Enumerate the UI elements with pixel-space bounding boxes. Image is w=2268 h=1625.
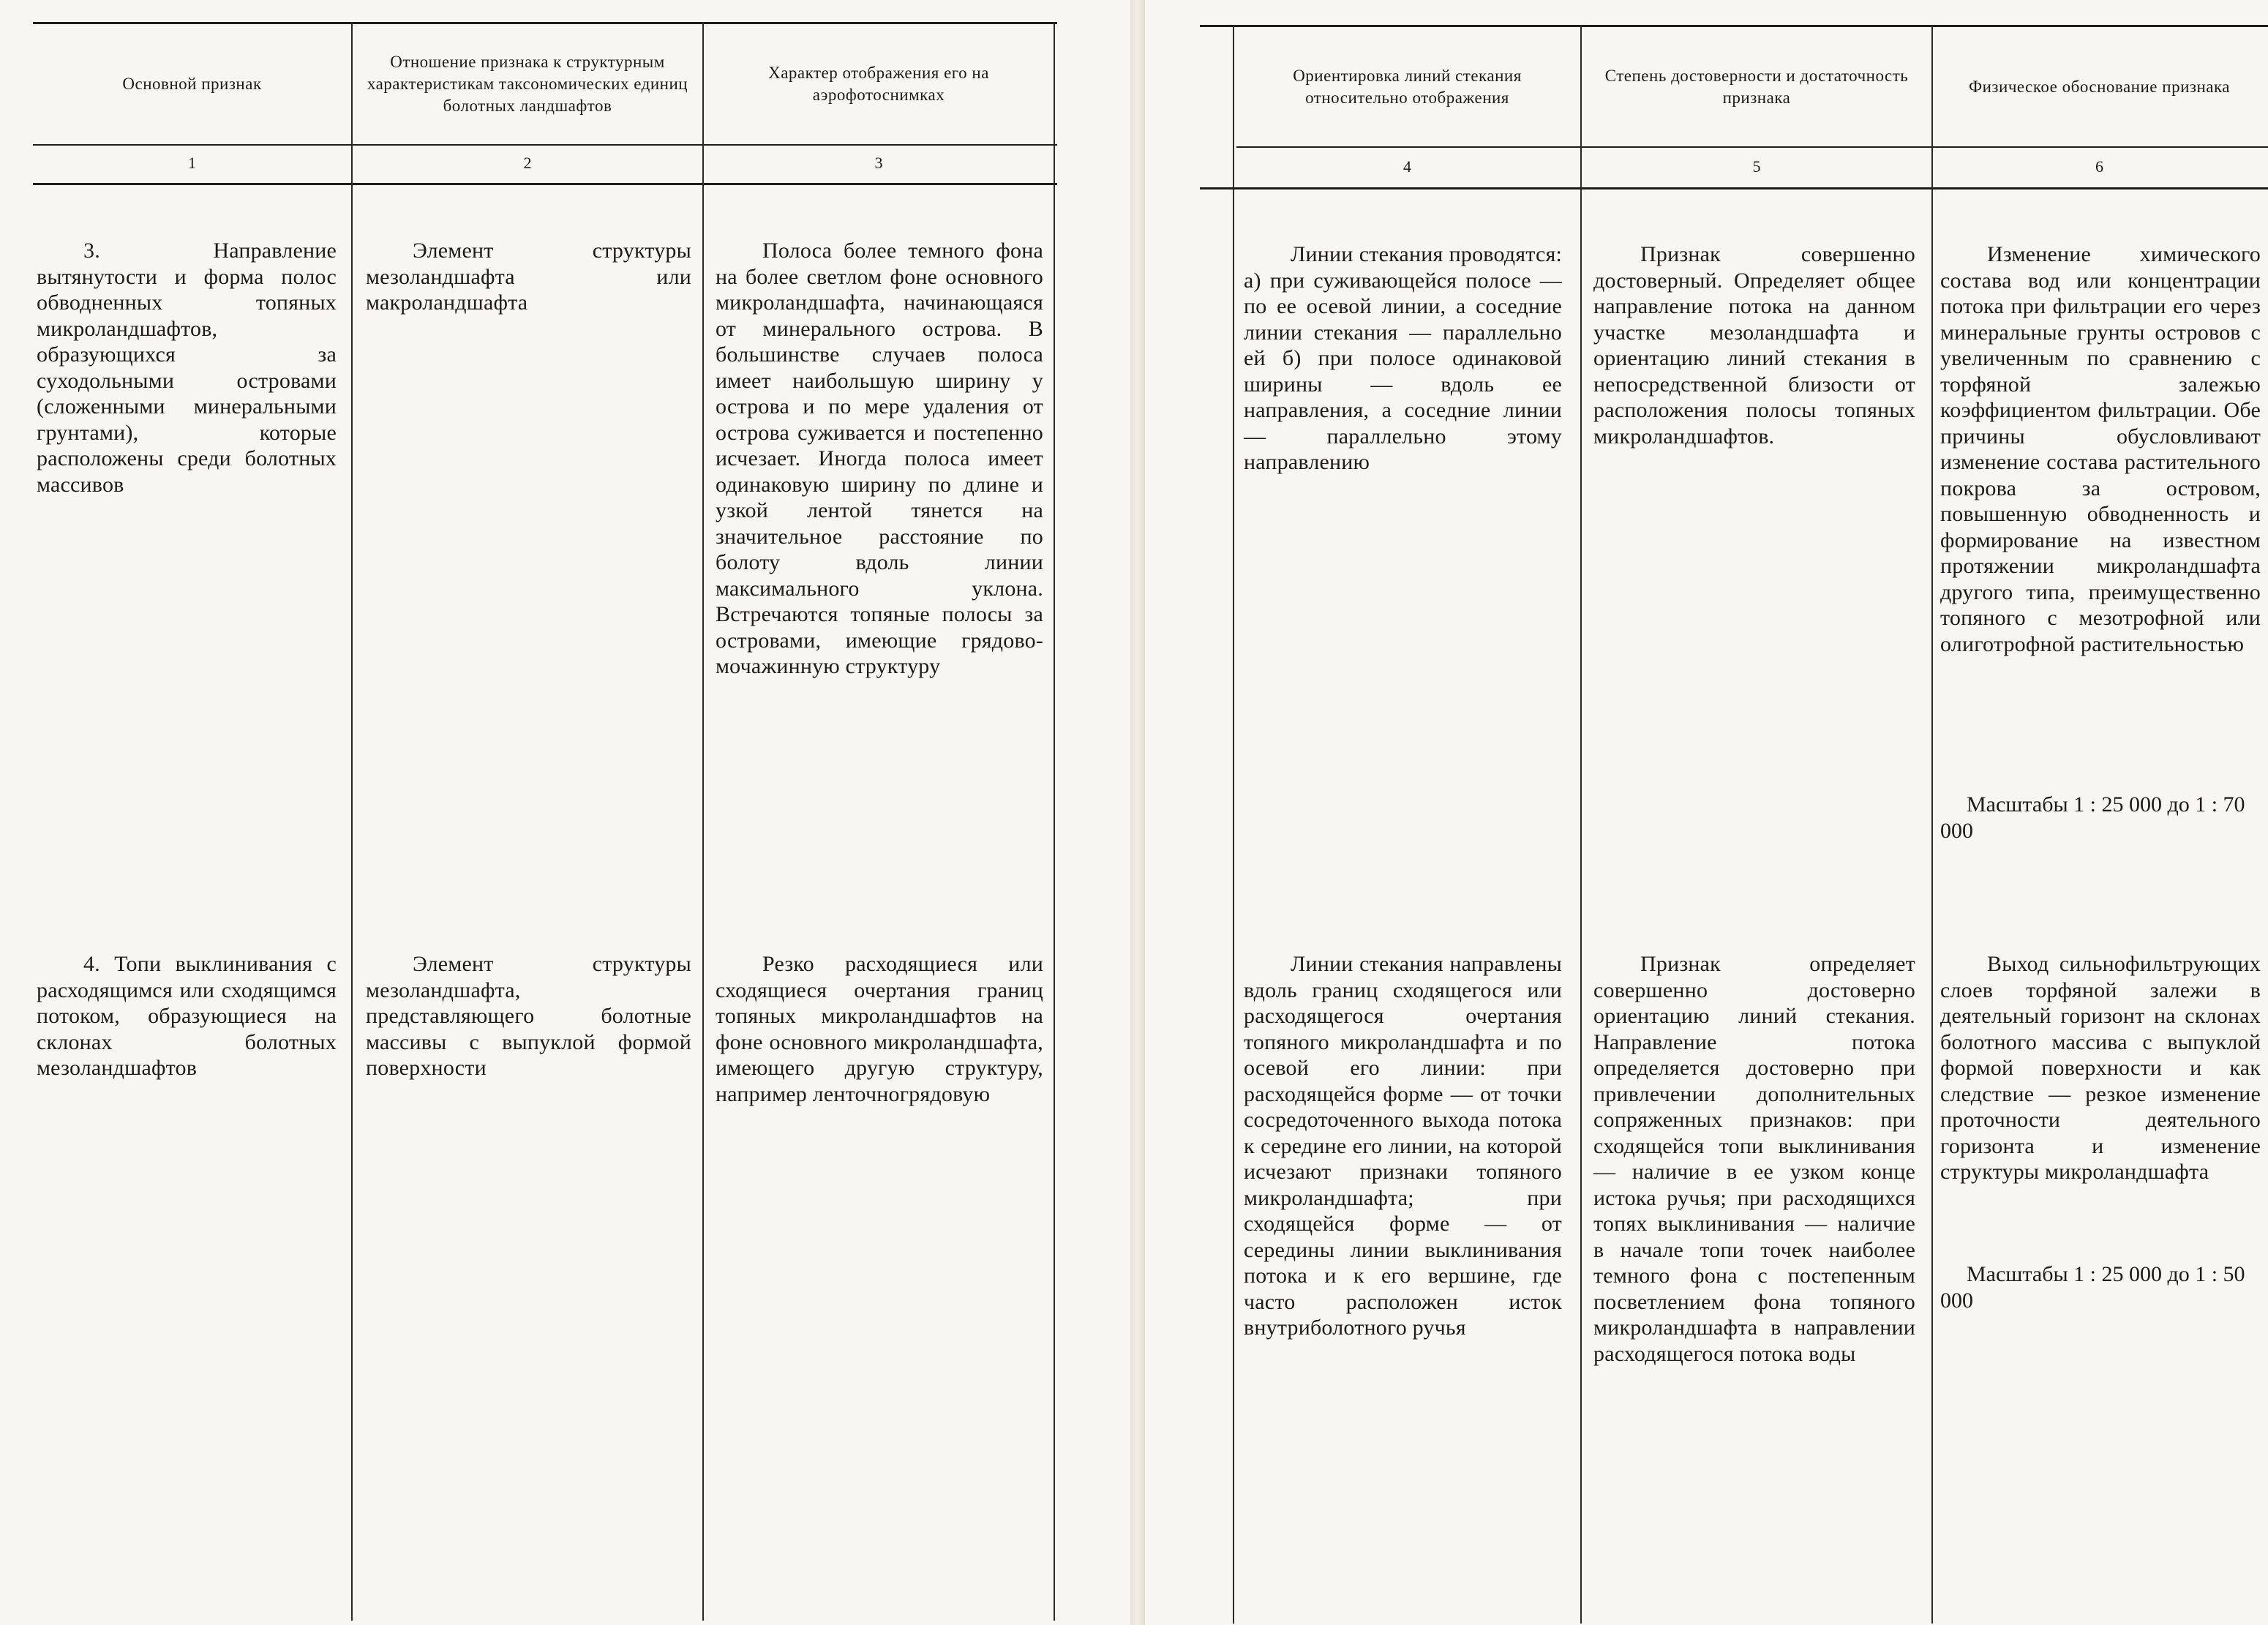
right-divider-2 xyxy=(1580,25,1582,1624)
header-num-5: 5 xyxy=(1752,157,1761,176)
row4-col3-text: Резко расходящиеся или сходящиеся очертания границ топяных микроландшафтов на фоне основного микроландшафта, имеющего другую структуру, например ленточногрядовую xyxy=(716,952,1043,1106)
right-divider-3 xyxy=(1931,25,1933,1624)
left-number-rule xyxy=(33,183,1057,185)
row3-col6-text: Изменение химического состава вод или концентрации потока при фильтрации его через минеральные грунты островов с увеличенным по сравнению с торфяной залежью коэффициентом фильтрации. Обе причины обусловливают изменение состава растительного покрова за островом, повышенную обводненность и формирование на известном протяжении микроландшафта другого типа, преимущественно топяного с мезотрофной или олиготрофной растительностью xyxy=(1940,242,2261,656)
book-gutter xyxy=(1130,0,1145,1625)
left-divider-2 xyxy=(702,22,704,1621)
row3-col4-text: Линии стекания проводятся: а) при суживающейся полосе — по ее осевой линии, а соседние линии стекания — параллельно ей б) при полосе одинаковой ширины — вдоль ее направления, а соседние линии — параллельно этому направлению xyxy=(1244,242,1562,474)
right-divider-1 xyxy=(1233,25,1234,1624)
row3-scale-text: Масштабы 1 : 25 000 до 1 : 70 000 xyxy=(1940,792,2245,843)
header-col-1: Основной признак xyxy=(122,75,262,93)
row4-col2-text: Элемент структуры мезоландшафта, представляющего болотные массивы с выпуклой формой поверхности xyxy=(366,952,691,1080)
header-num-4: 4 xyxy=(1403,157,1411,176)
header-col-6: Физическое обоснование признака xyxy=(1968,78,2231,96)
row3-col1-text: 3. Направление вытянутости и форма полос обводненных топяных микроландшафтов, образующихся за суходольными островами (сложенными минеральными грунтами), которые расположены среди болотных массивов xyxy=(37,239,337,497)
row4-col5-text: Признак определяет совершенно достоверно ориентацию линий стекания. Направление потока определяется достоверно при привлечении дополнительных сопряженных признаков: при сходящейся топи выклинивания — наличие в ее узком конце истока ручья; при расходящихся топях выклинивания — наличие в начале топи точек наиболее темного фона с постепенным посветлением фона топяного микроландшафта в направлении расходящегося потока воды xyxy=(1593,952,1915,1366)
left-header-rule xyxy=(33,144,1057,146)
left-divider-1 xyxy=(351,22,353,1621)
right-number-rule xyxy=(1200,187,2268,189)
header-num-6: 6 xyxy=(2095,157,2103,176)
row4-scale-text: Масштабы 1 : 25 000 до 1 : 50 000 xyxy=(1940,1262,2245,1313)
right-header-rule xyxy=(1236,146,2268,148)
header-num-1: 1 xyxy=(188,154,196,172)
row4-col6-text: Выход сильнофильтрующих слоев торфяной залежи в деятельный горизонт на склонах болотного массива с выпуклой формой поверхности и как следствие — резкое изменение проточности деятельного горизонта и изменение структуры микроландшафта xyxy=(1940,952,2261,1184)
header-col-2: Отношение признака к структурным характеристикам таксономических единиц болотных ландшафтов xyxy=(367,53,688,115)
row3-col2-text: Элемент структуры мезоландшафта или макроландшафта xyxy=(366,239,691,315)
row3-col5-text: Признак совершенно достоверный. Определяет общее направление потока на данном участке мезоландшафта и ориентацию линий стекания в непосредственной близости от расположения полосы топяных микроландшафтов. xyxy=(1593,242,1915,449)
header-num-2: 2 xyxy=(523,154,532,172)
row4-col1-text: 4. Топи выклинивания с расходящимся или сходящимся потоком, образующиеся на склонах болотных мезоландшафтов xyxy=(37,952,337,1080)
header-col-3: Характер отображения его на аэрофотоснимках xyxy=(768,64,989,104)
header-col-4: Ориентировка линий стекания относительно отображения xyxy=(1293,67,1522,107)
right-top-rule xyxy=(1200,25,2268,27)
row4-col4-text: Линии стекания направлены вдоль границ сходящегося или расходящегося очертания топяного микроландшафта и по осевой его линии: при расходящейся форме — от точки сосредоточенного выхода потока к середине его линии, на которой исчезают признаки топяного микроландшафта; при сходящейся форме — от середины линии выклинивания потока и к его вершине, где часто расположен исток внутриболотного ручья xyxy=(1244,952,1562,1340)
row3-col3-text: Полоса более темного фона на более светлом фоне основного микроландшафта, начинающаяся от минерального острова. В большинстве случаев полоса имеет наибольшую ширину у острова и по мере удаления от острова суживается и постепенно исчезает. Иногда полоса имеет одинаковую ширину по длине и узкой лентой тянется на значительное расстояние по болоту вдоль линии максимального уклона. Встречаются топяные полосы за островами, имеющие грядово-мочажинную структуру xyxy=(716,239,1043,678)
left-divider-3 xyxy=(1054,22,1055,1621)
header-num-3: 3 xyxy=(874,154,883,172)
header-col-5: Степень достоверности и достаточность признака xyxy=(1604,67,1909,107)
